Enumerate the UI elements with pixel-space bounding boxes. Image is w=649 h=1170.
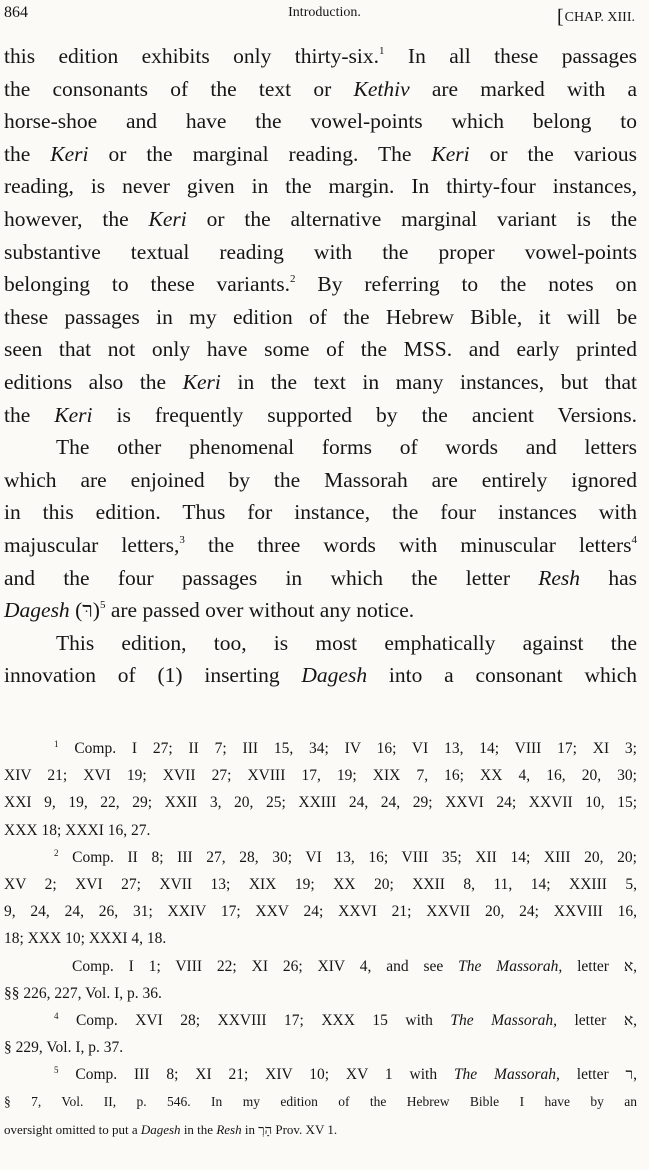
footnote-line: [4, 844, 637, 871]
text-line: [4, 659, 637, 692]
text-line: [4, 431, 637, 464]
text-segment: By referring to the notes on: [295, 272, 637, 297]
text-segment: XXI 9, 19, 22, 29; XXII 3, 20, 25; XXIII 24, 24, 29; XXVI 24; XXVII 10, 15;: [4, 794, 637, 812]
text-segment: Comp. III 8; XI 21; XIV 10; XV 1 with: [58, 1066, 454, 1084]
text-line: [4, 366, 637, 399]
text-line: [4, 627, 637, 660]
text-segment: letter ר,: [559, 1066, 637, 1084]
text-segment: letter א,: [562, 957, 638, 975]
footnote-marker: 5: [99, 599, 106, 612]
footnote-marker: 3: [179, 533, 185, 546]
footnote-line: [4, 817, 637, 844]
footnote-marker: 1: [54, 739, 59, 749]
running-title: Introduction.: [288, 5, 361, 20]
text-segment: 9, 24, 24, 26, 31; XXIV 17; XXV 24; XXVI 21; XXVII 20, 24; XXVIII 16,: [4, 903, 637, 921]
footnote-marker: 2: [54, 847, 59, 858]
text-line: [4, 333, 637, 366]
text-segment: seen that not only have some of the MSS. and early printed: [4, 337, 637, 362]
text-line: [4, 170, 637, 203]
text-segment: XIV 21; XVI 19; XVII 27; XVIII 17, 19; XIX 7, 16; XX 4, 16, 20, 30;: [4, 767, 637, 785]
text-segment: majuscular letters,: [4, 532, 180, 557]
text-segment: § 7, Vol. II, p. 546. In my edition of the Hebrew Bible I have by an: [4, 1094, 637, 1110]
footnote-line: [4, 1007, 637, 1034]
italic-text: The Massorah,: [450, 1011, 558, 1029]
footnote-line: [4, 789, 637, 816]
text-line: [4, 529, 637, 562]
text-segment: the consonants of the text or: [4, 76, 354, 101]
text-segment: in this edition. Thus for instance, the four instances with: [4, 500, 637, 525]
italic-text: Keri: [54, 402, 93, 427]
text-segment: XXX 18; XXXI 16, 27.: [4, 821, 151, 839]
text-segment: In all these passages: [384, 44, 637, 68]
italic-text: Keri: [50, 141, 89, 166]
italic-text: Resh: [216, 1121, 242, 1137]
italic-text: The Massorah,: [453, 1066, 560, 1084]
text-segment: §§ 226, 227, Vol. I, p. 36.: [4, 984, 162, 1002]
text-line: [4, 464, 637, 497]
italic-text: Keri: [148, 206, 187, 231]
italic-text: The Massorah,: [458, 957, 563, 975]
text-segment: these passages in my edition of the Hebrew Bible, it will be: [4, 304, 637, 329]
text-line: [4, 40, 637, 73]
text-segment: or the various: [469, 141, 637, 166]
footnote-line: [4, 735, 637, 762]
text-segment: this edition exhibits only thirty-six.: [4, 44, 379, 68]
footnote-marker: 2: [290, 273, 296, 286]
text-segment: 18; XXX 10; XXXI 4, 18.: [4, 930, 167, 948]
footnote-line: [4, 898, 637, 925]
text-segment: reading, is never given in the margin. In thirty-four instances,: [4, 174, 637, 199]
footnote-line: [4, 1116, 637, 1143]
text-segment: however, the: [4, 206, 149, 231]
text-segment: which are enjoined by the Massorah are entirely ignored: [4, 467, 637, 492]
text-segment: § 229, Vol. I, p. 37.: [4, 1039, 124, 1057]
footnote-line: [4, 925, 637, 952]
footnote-marker: 1: [378, 45, 385, 57]
text-segment: substantive textual reading with the proper vowel-points: [4, 239, 637, 264]
main-text: [4, 40, 637, 692]
text-segment: innovation of (1) inserting: [4, 663, 302, 688]
text-segment: Comp. I 27; II 7; III 15, 34; IV 16; VI 13, 14; VIII 17; XI 3;: [58, 740, 637, 757]
bracket-glyph: [: [556, 6, 564, 28]
text-line: [4, 399, 637, 432]
text-segment: or the alternative marginal variant is the: [186, 206, 637, 231]
text-segment: is frequently supported by the ancient Versions.: [92, 402, 637, 427]
text-segment: (רּ): [69, 598, 100, 623]
text-line: [4, 105, 637, 138]
text-segment: Comp. II 8; III 27, 28, 30; VI 13, 16; VIII 35; XII 14; XIII 20, 20;: [58, 848, 637, 866]
footnote-marker: 4: [631, 533, 638, 546]
italic-text: Dagesh: [140, 1121, 181, 1137]
footnote-line: [4, 1034, 637, 1061]
text-line: [4, 496, 637, 529]
italic-text: Keri: [182, 369, 221, 394]
text-segment: the three words with minuscular letters: [184, 532, 632, 557]
text-segment: the: [4, 141, 51, 166]
text-segment: Comp. XVI 28; XXVIII 17; XXX 15 with: [58, 1011, 451, 1029]
text-line: [4, 203, 637, 236]
text-line: [4, 594, 637, 627]
italic-text: Keri: [431, 141, 470, 166]
text-segment: The other phenomenal forms of words and letters: [56, 435, 637, 460]
text-segment: letter א,: [557, 1011, 637, 1029]
text-segment: or the marginal reading. The: [88, 141, 432, 166]
text-segment: are passed over without any notice.: [105, 598, 415, 623]
text-segment: in הָרְ Prov. XV 1.: [241, 1121, 338, 1137]
text-segment: in the: [180, 1121, 217, 1137]
text-line: [4, 562, 637, 595]
text-line: [4, 138, 637, 171]
text-line: [4, 73, 637, 106]
text-segment: has: [580, 565, 637, 590]
italic-text: Dagesh: [4, 598, 70, 623]
footnote-line: [4, 953, 637, 980]
footnote-line: [4, 871, 637, 898]
footnote-line: [4, 980, 637, 1007]
footnote-marker: 5: [54, 1065, 59, 1076]
footnote-line: [4, 1061, 637, 1088]
page-header: [0, 0, 649, 32]
text-line: [4, 301, 637, 334]
page-number: 864: [4, 4, 28, 21]
text-segment: oversight omitted to put a: [4, 1121, 141, 1137]
text-line: [4, 236, 637, 269]
text-segment: XV 2; XVI 27; XVII 13; XIX 19; XX 20; XXII 8, 11, 14; XXIII 5,: [4, 875, 637, 893]
italic-text: Resh: [538, 565, 581, 590]
italic-text: Kethiv: [353, 76, 410, 101]
text-segment: editions also the: [4, 369, 183, 394]
text-segment: This edition, too, is most emphatically against the: [56, 630, 637, 655]
chapter-text: CHAP. XIII.: [564, 10, 635, 25]
text-segment: horse-shoe and have the vowel-points which belong to: [4, 109, 637, 134]
text-line: [4, 268, 637, 301]
footnote-marker: 4: [54, 1010, 59, 1021]
footnotes: [4, 735, 637, 1143]
text-segment: Comp. I 1; VIII 22; XI 26; XIV 4, and see: [72, 957, 459, 975]
text-segment: in the text in many instances, but that: [220, 369, 637, 394]
text-segment: the: [4, 402, 55, 427]
footnote-line: [4, 762, 637, 789]
text-segment: are marked with a: [409, 76, 637, 101]
text-segment: into a consonant which: [367, 663, 637, 688]
footnote-line: [4, 1088, 637, 1115]
text-segment: and the four passages in which the letter: [4, 565, 539, 590]
italic-text: Dagesh: [301, 663, 368, 688]
text-segment: belonging to these variants.: [4, 272, 290, 297]
chapter-label: [557, 4, 635, 27]
